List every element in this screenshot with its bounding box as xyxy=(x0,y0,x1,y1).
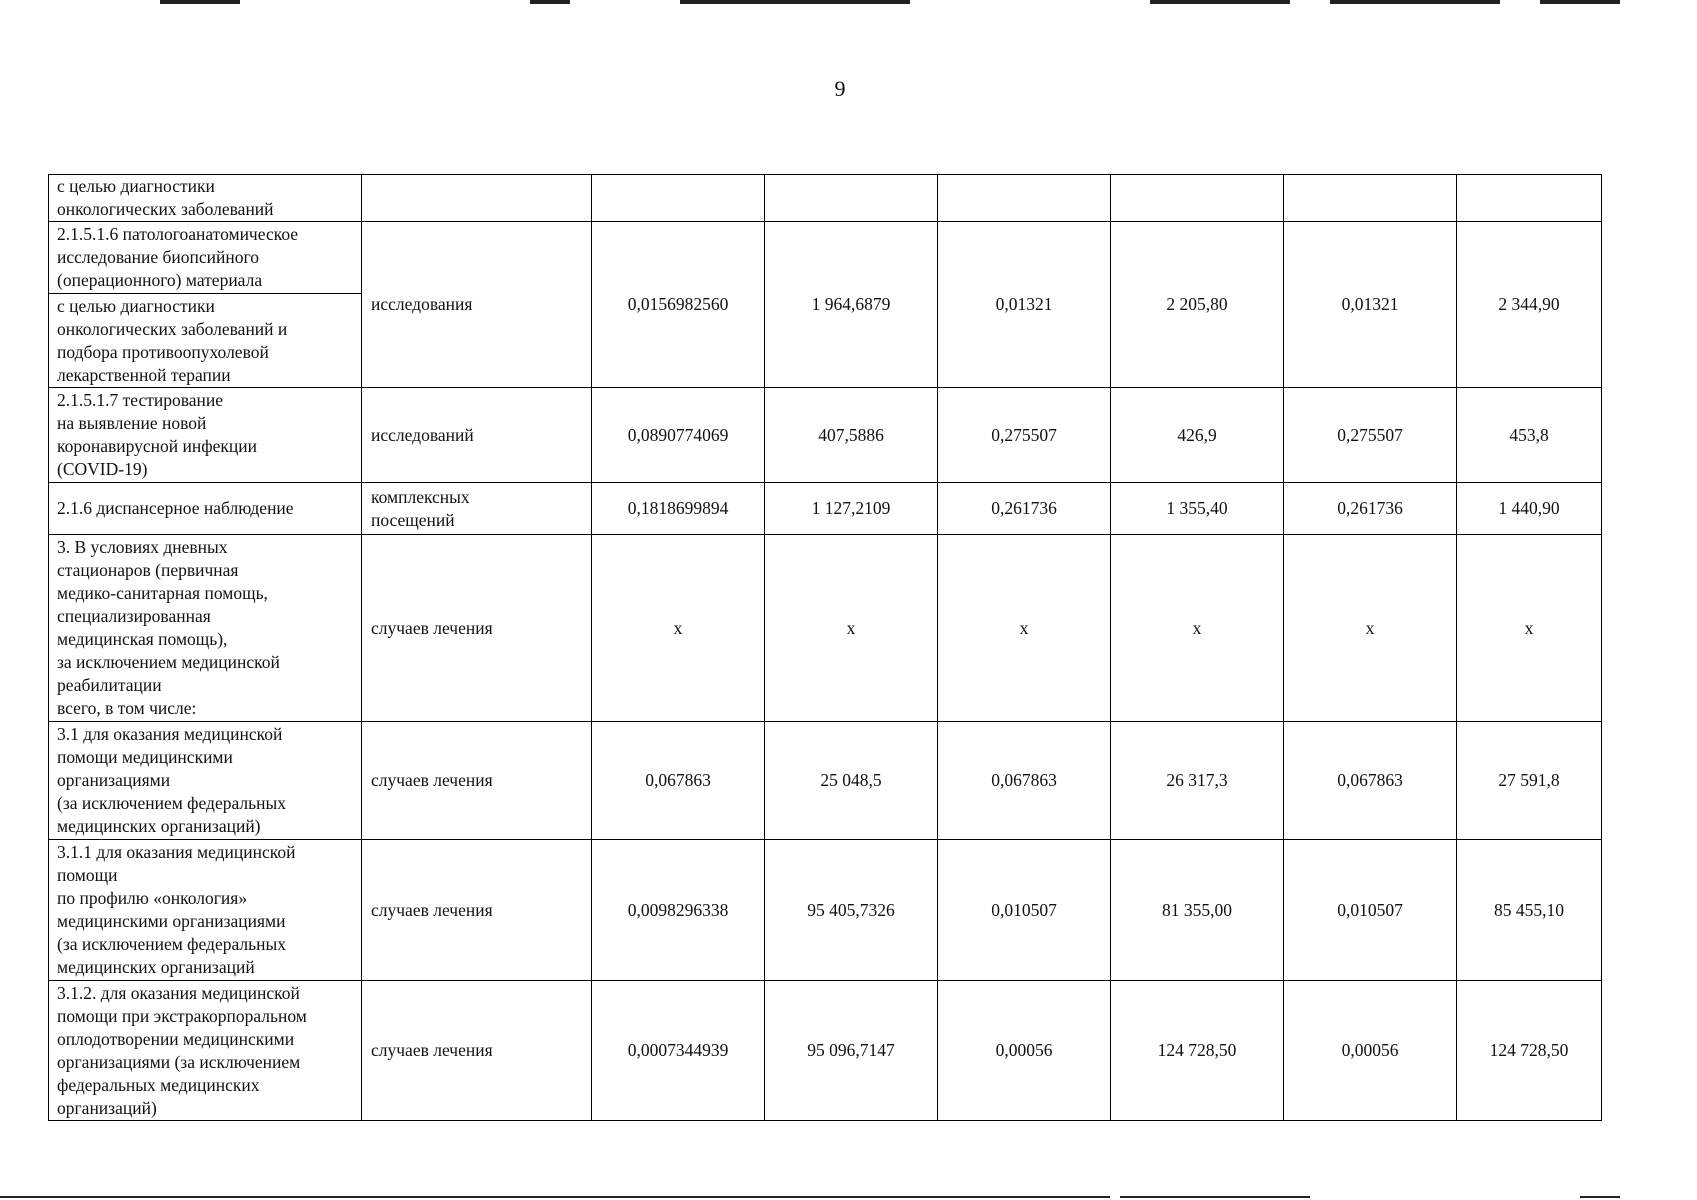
value-cell: 0,261736 xyxy=(938,483,1111,535)
row-name: 2.1.5.1.6 патологоанатомическое исследование биопсийного (операционного) материала xyxy=(49,222,362,294)
value-cell xyxy=(592,175,765,222)
value-cell: 1 355,40 xyxy=(1111,483,1284,535)
value-cell: х xyxy=(938,535,1111,722)
value-cell: 0,261736 xyxy=(1284,483,1457,535)
value-cell: 124 728,50 xyxy=(1457,981,1602,1121)
row-name: 3.1.1 для оказания медицинской помощи по профилю «онкология» медицинскими организациями (за исключением федеральных медицинских организаций xyxy=(49,840,362,981)
value-cell xyxy=(1284,175,1457,222)
table-row xyxy=(49,981,1602,1121)
row-name: 3.1 для оказания медицинской помощи медицинскими организациями (за исключением федеральных медицинских организаций) xyxy=(49,722,362,840)
row-unit: случаев лечения xyxy=(362,981,592,1121)
row-name: с целью диагностики онкологических заболеваний xyxy=(49,175,362,222)
value-cell: 0,00056 xyxy=(938,981,1111,1121)
value-cell: х xyxy=(1284,535,1457,722)
value-cell: 0,275507 xyxy=(1284,388,1457,483)
row-name: 2.1.6 диспансерное наблюдение xyxy=(49,483,362,535)
value-cell xyxy=(938,175,1111,222)
value-cell: 0,00056 xyxy=(1284,981,1457,1121)
value-cell: 0,01321 xyxy=(1284,222,1457,388)
value-cell: 26 317,3 xyxy=(1111,722,1284,840)
value-cell: 407,5886 xyxy=(765,388,938,483)
value-cell: 453,8 xyxy=(1457,388,1602,483)
top-scan-edge xyxy=(0,0,1697,6)
value-cell: 95 096,7147 xyxy=(765,981,938,1121)
table-row xyxy=(49,175,1602,222)
row-unit: комплексных посещений xyxy=(362,483,592,535)
value-cell: 0,067863 xyxy=(1284,722,1457,840)
value-cell: 81 355,00 xyxy=(1111,840,1284,981)
table-row xyxy=(49,535,1602,722)
value-cell: 85 455,10 xyxy=(1457,840,1602,981)
table-row xyxy=(49,222,1602,294)
row-unit: случаев лечения xyxy=(362,840,592,981)
table-row xyxy=(49,840,1602,981)
value-cell: 1 964,6879 xyxy=(765,222,938,388)
value-cell: 1 440,90 xyxy=(1457,483,1602,535)
value-cell: 27 591,8 xyxy=(1457,722,1602,840)
value-cell: 0,0890774069 xyxy=(592,388,765,483)
row-unit: случаев лечения xyxy=(362,722,592,840)
row-unit: исследования xyxy=(362,222,592,388)
value-cell: 95 405,7326 xyxy=(765,840,938,981)
row-unit: исследований xyxy=(362,388,592,483)
row-name: 2.1.5.1.7 тестирование на выявление новой коронавирусной инфекции (COVID-19) xyxy=(49,388,362,483)
value-cell: х xyxy=(592,535,765,722)
table-row xyxy=(49,388,1602,483)
value-cell: 426,9 xyxy=(1111,388,1284,483)
value-cell: 0,275507 xyxy=(938,388,1111,483)
value-cell: 25 048,5 xyxy=(765,722,938,840)
value-cell: х xyxy=(1457,535,1602,722)
value-cell: 0,010507 xyxy=(1284,840,1457,981)
page-number: 9 xyxy=(834,76,846,101)
value-cell: 0,067863 xyxy=(938,722,1111,840)
value-cell: 124 728,50 xyxy=(1111,981,1284,1121)
value-cell xyxy=(1111,175,1284,222)
row-name: 3. В условиях дневных стационаров (первичная медико-санитарная помощь, специализированная медицинская помощь), за исключением медицинской реабилитации всего, в том числе: xyxy=(49,535,362,722)
value-cell: 2 344,90 xyxy=(1457,222,1602,388)
value-cell xyxy=(1457,175,1602,222)
value-cell: 0,010507 xyxy=(938,840,1111,981)
bottom-scan-edge xyxy=(0,1194,1697,1200)
value-cell: 1 127,2109 xyxy=(765,483,938,535)
value-cell xyxy=(765,175,938,222)
row-name: 3.1.2. для оказания медицинской помощи при экстракорпоральном оплодотворении медицинскими организациями (за исключением федеральных медицинских организаций) xyxy=(49,981,362,1121)
value-cell: 0,0098296338 xyxy=(592,840,765,981)
value-cell: 2 205,80 xyxy=(1111,222,1284,388)
value-cell: 0,067863 xyxy=(592,722,765,840)
value-cell: х xyxy=(1111,535,1284,722)
value-cell: 0,01321 xyxy=(938,222,1111,388)
value-cell: 0,0156982560 xyxy=(592,222,765,388)
table-row xyxy=(49,483,1602,535)
table-row xyxy=(49,722,1602,840)
row-unit: случаев лечения xyxy=(362,535,592,722)
value-cell: х xyxy=(765,535,938,722)
data-table xyxy=(48,174,1602,1121)
row-name-sub: с целью диагностики онкологических заболеваний и подбора противоопухолевой лекарственной терапии xyxy=(49,294,362,388)
value-cell: 0,1818699894 xyxy=(592,483,765,535)
value-cell: 0,0007344939 xyxy=(592,981,765,1121)
row-unit xyxy=(362,175,592,222)
